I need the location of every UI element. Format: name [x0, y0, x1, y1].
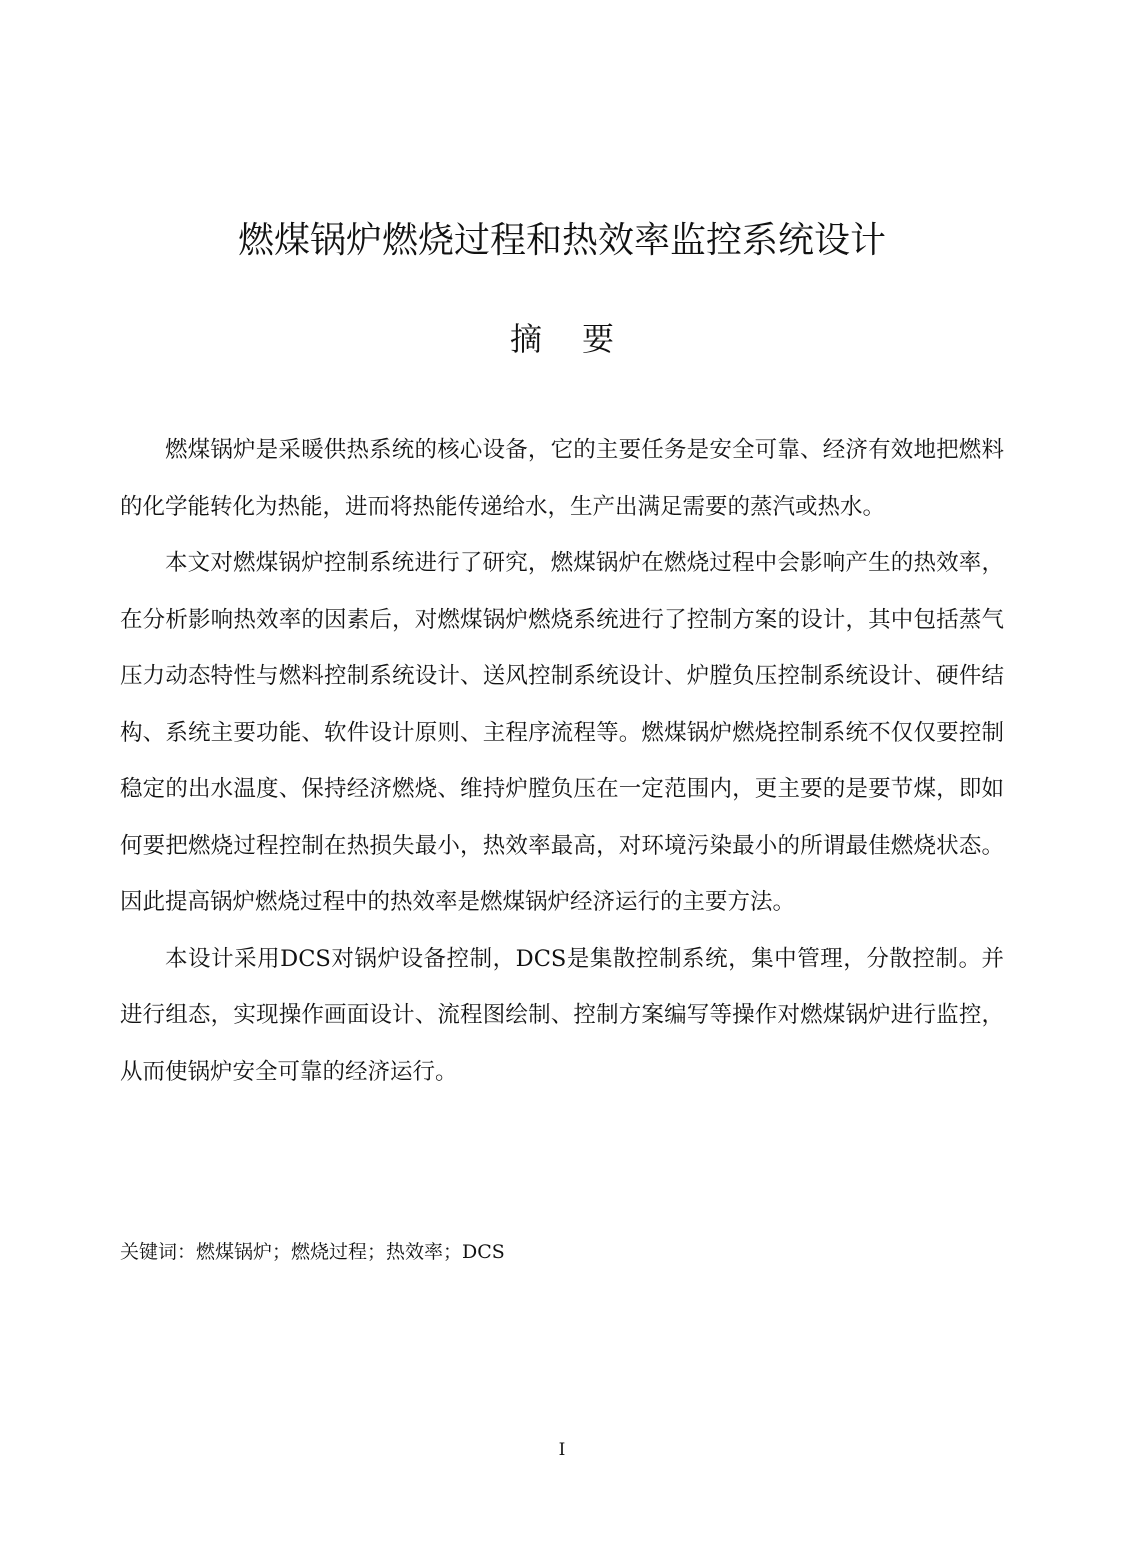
document-title: 燃煤锅炉燃烧过程和热效率监控系统设计	[237, 220, 886, 261]
keywords-label: 关键词：	[120, 1241, 197, 1263]
abstract-paragraph-1: 燃煤锅炉是采暖供热系统的核心设备，它的主要任务是安全可靠、经济有效地把燃料的化学能转化为热能，进而将热能传递给水，生产出满足需要的蒸汽或热水。	[120, 437, 1004, 520]
abstract-heading-char-1: 摘	[509, 320, 542, 358]
abstract-heading-char-2: 要	[582, 320, 615, 358]
keywords-value: 燃煤锅炉；燃烧过程；热效率；DCS	[196, 1241, 505, 1263]
abstract-body	[120, 422, 1004, 1100]
abstract-heading	[0, 314, 1124, 364]
page-number: I	[558, 1440, 566, 1460]
keywords-line	[120, 1236, 1004, 1268]
abstract-paragraph-3: 本设计采用DCS对锅炉设备控制，DCS是集散控制系统，集中管理，分散控制。并进行组态，实现操作画面设计、流程图绘制、控制方案编写等操作对燃煤锅炉进行监控，从而使锅炉安全可靠的经济运行。	[120, 945, 1004, 1085]
abstract-paragraph-2: 本文对燃煤锅炉控制系统进行了研究，燃煤锅炉在燃烧过程中会影响产生的热效率，在分析影响热效率的因素后，对燃煤锅炉燃烧系统进行了控制方案的设计，其中包括蒸气压力动态特性与燃料控制系统设计、送风控制系统设计、炉膛负压控制系统设计、硬件结构、系统主要功能、软件设计原则、主程序流程等。燃煤锅炉燃烧控制系统不仅仅要控制稳定的出水温度、保持经济燃烧、维持炉膛负压在一定范围内，更主要的是要节煤，即如何要把燃烧过程控制在热损失最小，热效率最高，对环境污染最小的所谓最佳燃烧状态。因此提高锅炉燃烧过程中的热效率是燃煤锅炉经济运行的主要方法。	[120, 550, 1004, 915]
